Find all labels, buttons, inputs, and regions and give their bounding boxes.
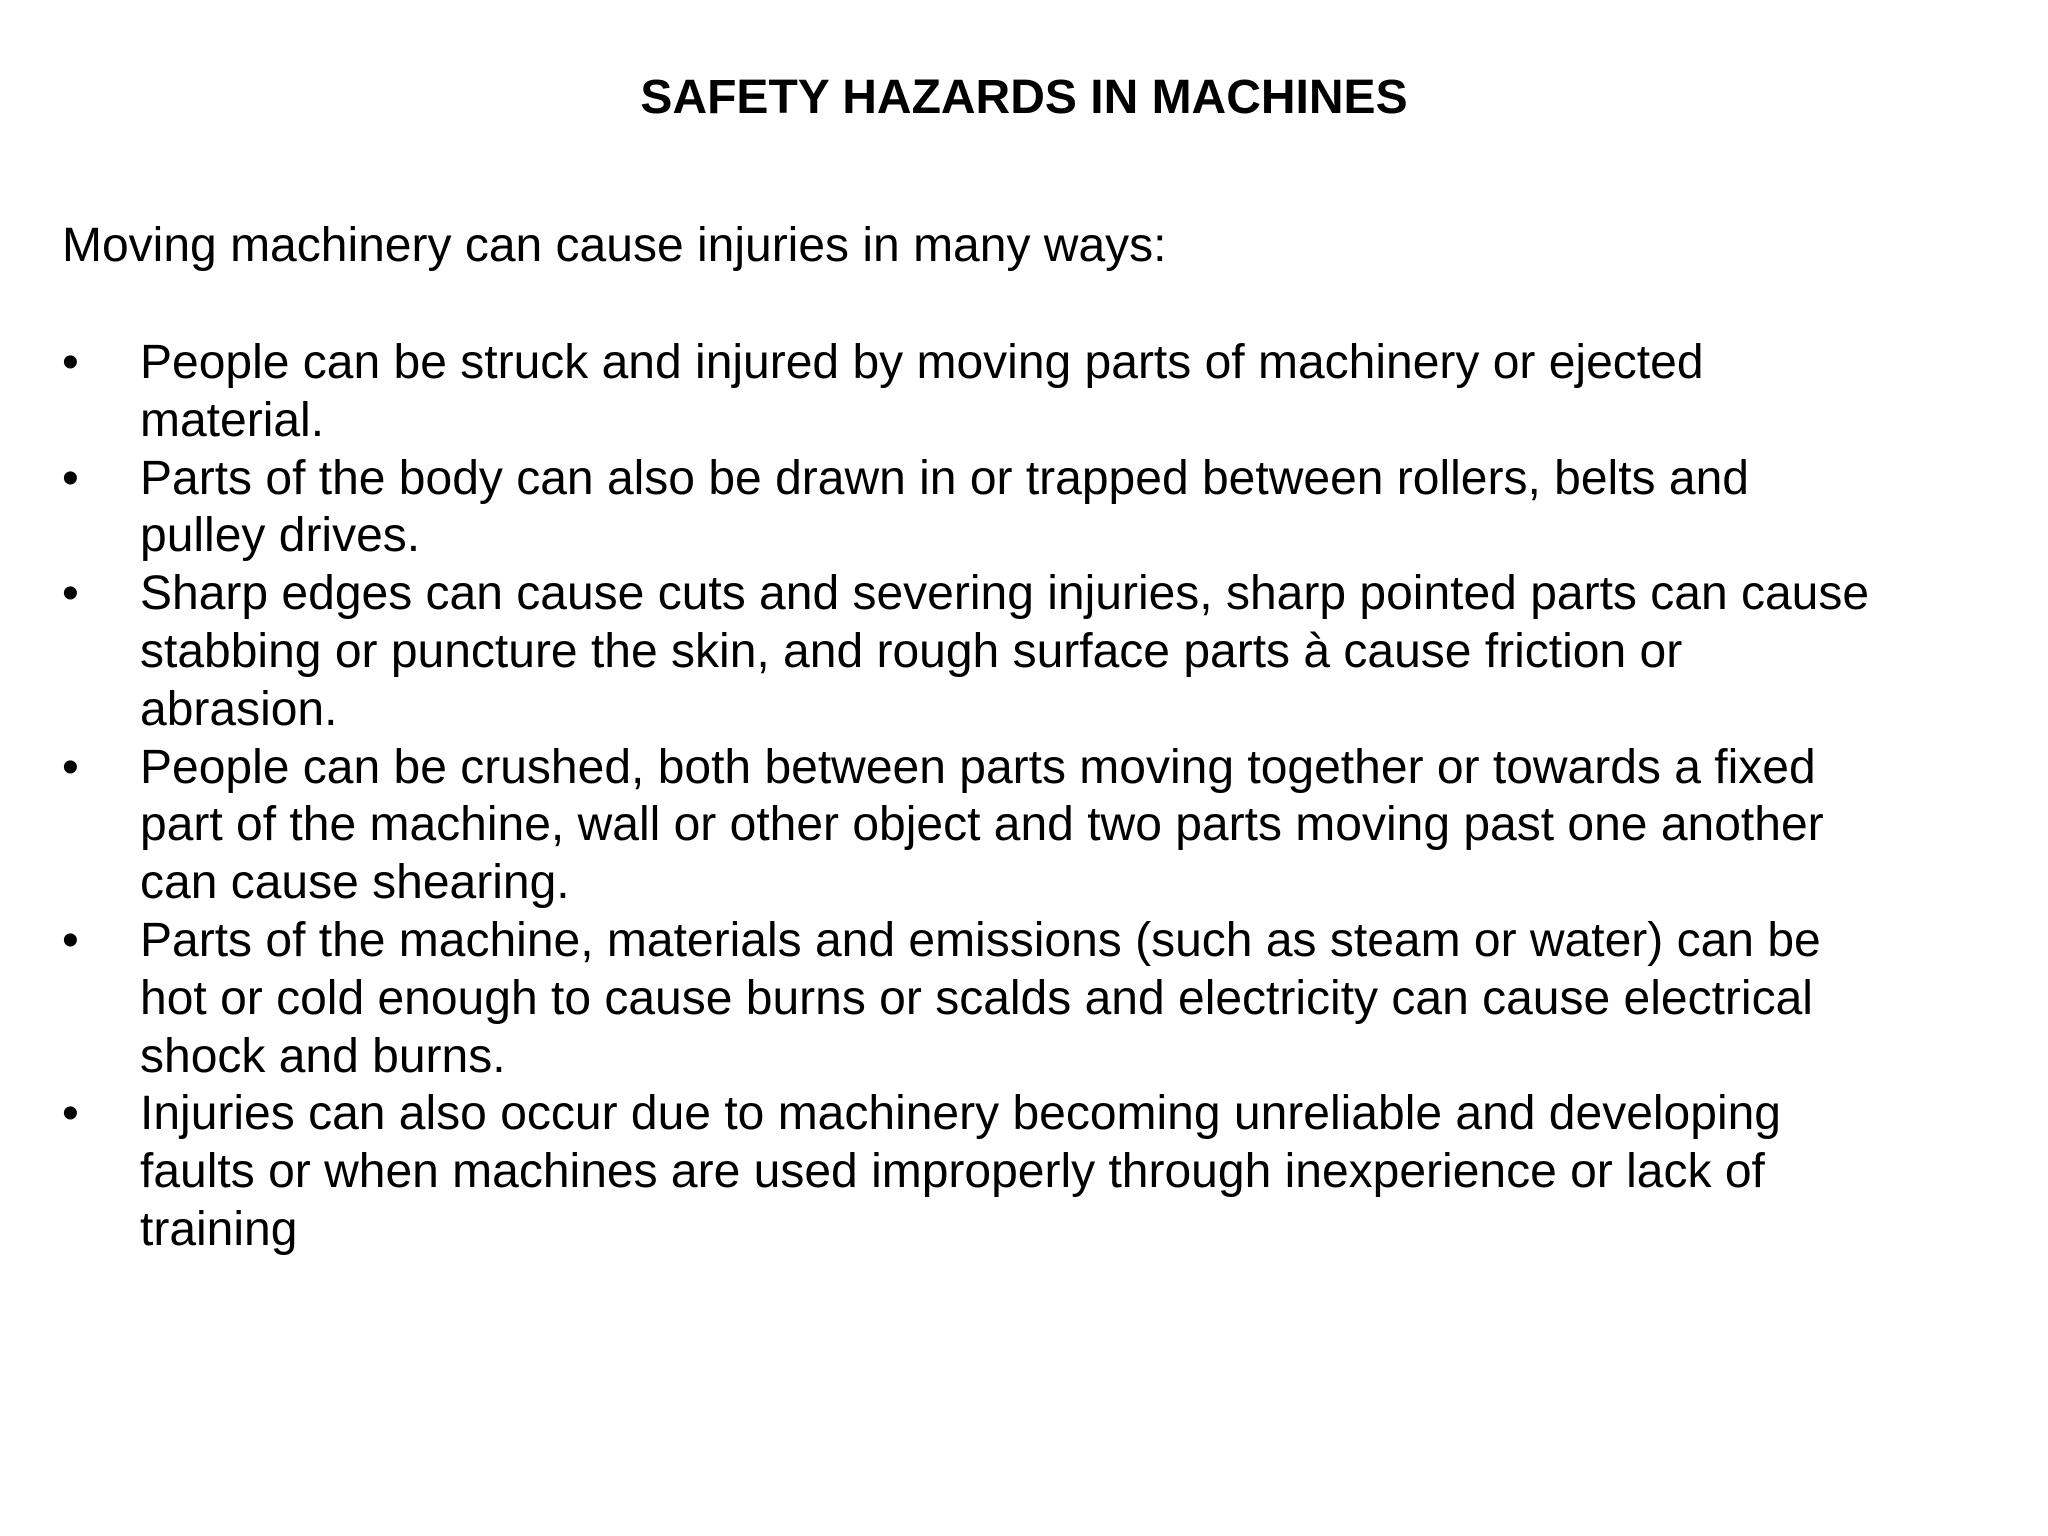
bullet-icon: •	[62, 567, 79, 621]
list-item-line: shock and burns.	[140, 1029, 506, 1083]
list-item-line: faults or when machines are used improperly through inexperience or lack of	[140, 1145, 1765, 1199]
list-item	[0, 565, 2048, 738]
bullet-icon: •	[62, 1087, 79, 1141]
list-item-line: People can be struck and injured by moving parts of machinery or ejected	[140, 336, 1704, 389]
list-item-line: People can be crushed, both between parts moving together or towards a fixed	[140, 740, 1816, 794]
list-item-line: Sharp edges can cause cuts and severing injuries, sharp pointed parts can cause	[140, 567, 1870, 621]
list-item-line: stabbing or puncture the skin, and rough surface parts à cause friction or	[140, 624, 1683, 678]
list-item-line: training	[140, 1202, 298, 1256]
list-item-line: material.	[140, 393, 325, 447]
bullet-icon: •	[62, 740, 79, 794]
list-item-line: abrasion.	[140, 682, 338, 736]
slide-title: SAFETY HAZARDS IN MACHINES	[640, 71, 1408, 124]
list-item-line: can cause shearing.	[140, 856, 570, 910]
bullet-icon: •	[62, 451, 79, 505]
hazard-list	[0, 334, 2048, 1259]
list-item	[0, 739, 2048, 912]
list-item-line: hot or cold enough to cause burns or scalds and electricity can cause electrical	[140, 971, 1813, 1025]
list-item	[0, 450, 2048, 566]
intro-text: Moving machinery can cause injuries in many ways:	[62, 219, 1167, 272]
bullet-icon: •	[62, 913, 79, 967]
list-item-line: pulley drives.	[140, 509, 421, 563]
bullet-icon: •	[62, 336, 79, 389]
list-item-line: Parts of the machine, materials and emissions (such as steam or water) can be	[140, 913, 1821, 967]
list-item-line: Parts of the body can also be drawn in or trapped between rollers, belts and	[140, 451, 1749, 505]
list-item-line: Injuries can also occur due to machinery becoming unreliable and developing	[140, 1087, 1781, 1141]
list-item-line: part of the machine, wall or other object and two parts moving past one another	[140, 798, 1824, 852]
list-item	[0, 912, 2048, 1085]
list-item	[0, 1085, 2048, 1258]
list-item	[0, 334, 2048, 450]
